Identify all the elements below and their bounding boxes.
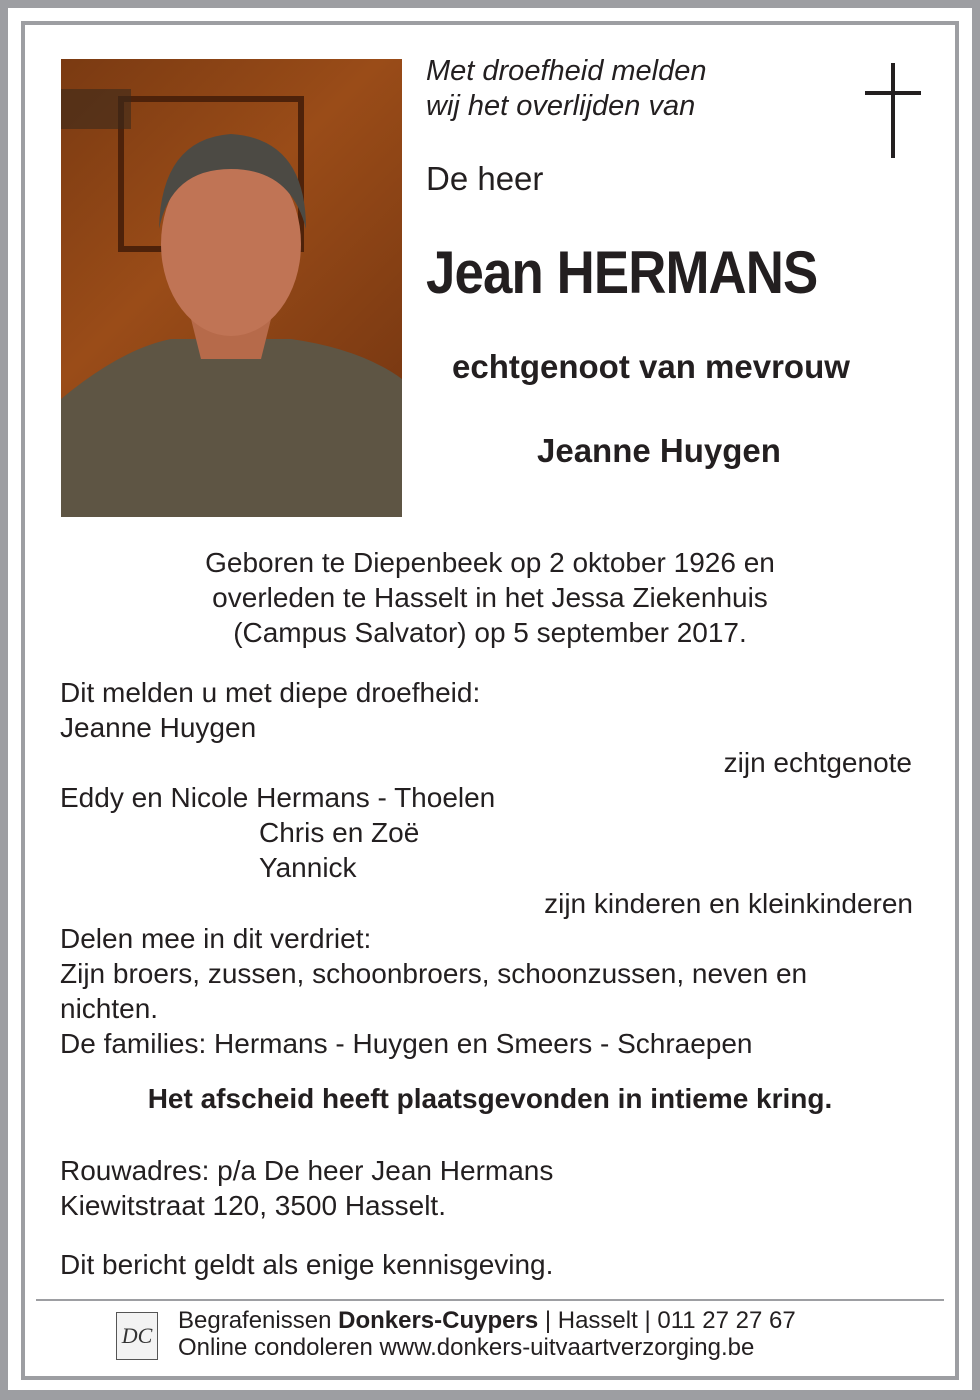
- info-line: (Campus Salvator) op 5 september 2017.: [233, 617, 747, 648]
- grandchildren: Yannick: [259, 852, 357, 883]
- mourner-role: zijn kinderen en kleinkinderen: [544, 888, 913, 919]
- spouse-label: echtgenoot van mevrouw: [452, 348, 850, 385]
- address-line: Rouwadres: p/a De heer Jean Hermans: [60, 1155, 554, 1186]
- closing-text: Dit bericht geldt als enige kennisgeving.: [60, 1249, 554, 1280]
- deceased-name: Jean HERMANS: [426, 239, 818, 306]
- title-text: De heer: [426, 160, 544, 197]
- intro-text: [426, 54, 707, 124]
- share-line: nichten.: [60, 993, 159, 1024]
- spouse-name: Jeanne Huygen: [537, 432, 781, 469]
- mourner-role: zijn echtgenote: [723, 747, 912, 778]
- families: De families: Hermans - Huygen en Smeers - Schraepen: [60, 1028, 753, 1059]
- company-name: Donkers-Cuypers: [338, 1307, 539, 1334]
- portrait-photo: [61, 59, 402, 517]
- footer-divider: [36, 1299, 944, 1301]
- grandchildren: Chris en Zoë: [259, 817, 420, 848]
- info-line: overleden te Hasselt in het Jessa Ziekenhuis: [212, 582, 768, 613]
- funeral-home-logo: [116, 1312, 158, 1360]
- mourners-intro: Dit melden u met diepe droefheid:: [60, 677, 481, 708]
- mourner: Jeanne Huygen: [60, 712, 257, 743]
- share-line: Zijn broers, zussen, schoonbroers, schoonzussen, neven en: [60, 958, 808, 989]
- cross-icon: [865, 63, 921, 158]
- intro-line: Met droefheid melden: [426, 55, 707, 87]
- birth-death-info: [60, 545, 920, 650]
- footer-online[interactable]: Online condoleren www.donkers-uitvaartverzorging.be: [178, 1334, 755, 1361]
- footer-line-1: [178, 1307, 796, 1334]
- address-line: Kiewitstraat 120, 3500 Hasselt.: [60, 1190, 446, 1221]
- intro-line: wij het overlijden van: [426, 90, 696, 122]
- share-intro: Delen mee in dit verdriet:: [60, 923, 372, 954]
- farewell-text: Het afscheid heeft plaatsgevonden in intieme kring.: [147, 1083, 833, 1114]
- logo-text: DC: [121, 1323, 153, 1348]
- footer-prefix: Begrafenissen: [178, 1307, 339, 1334]
- mourner: Eddy en Nicole Hermans - Thoelen: [60, 782, 496, 813]
- info-line: Geboren te Diepenbeek op 2 oktober 1926 en: [205, 547, 775, 578]
- footer-details: | Hasselt | 011 27 27 67: [538, 1307, 796, 1334]
